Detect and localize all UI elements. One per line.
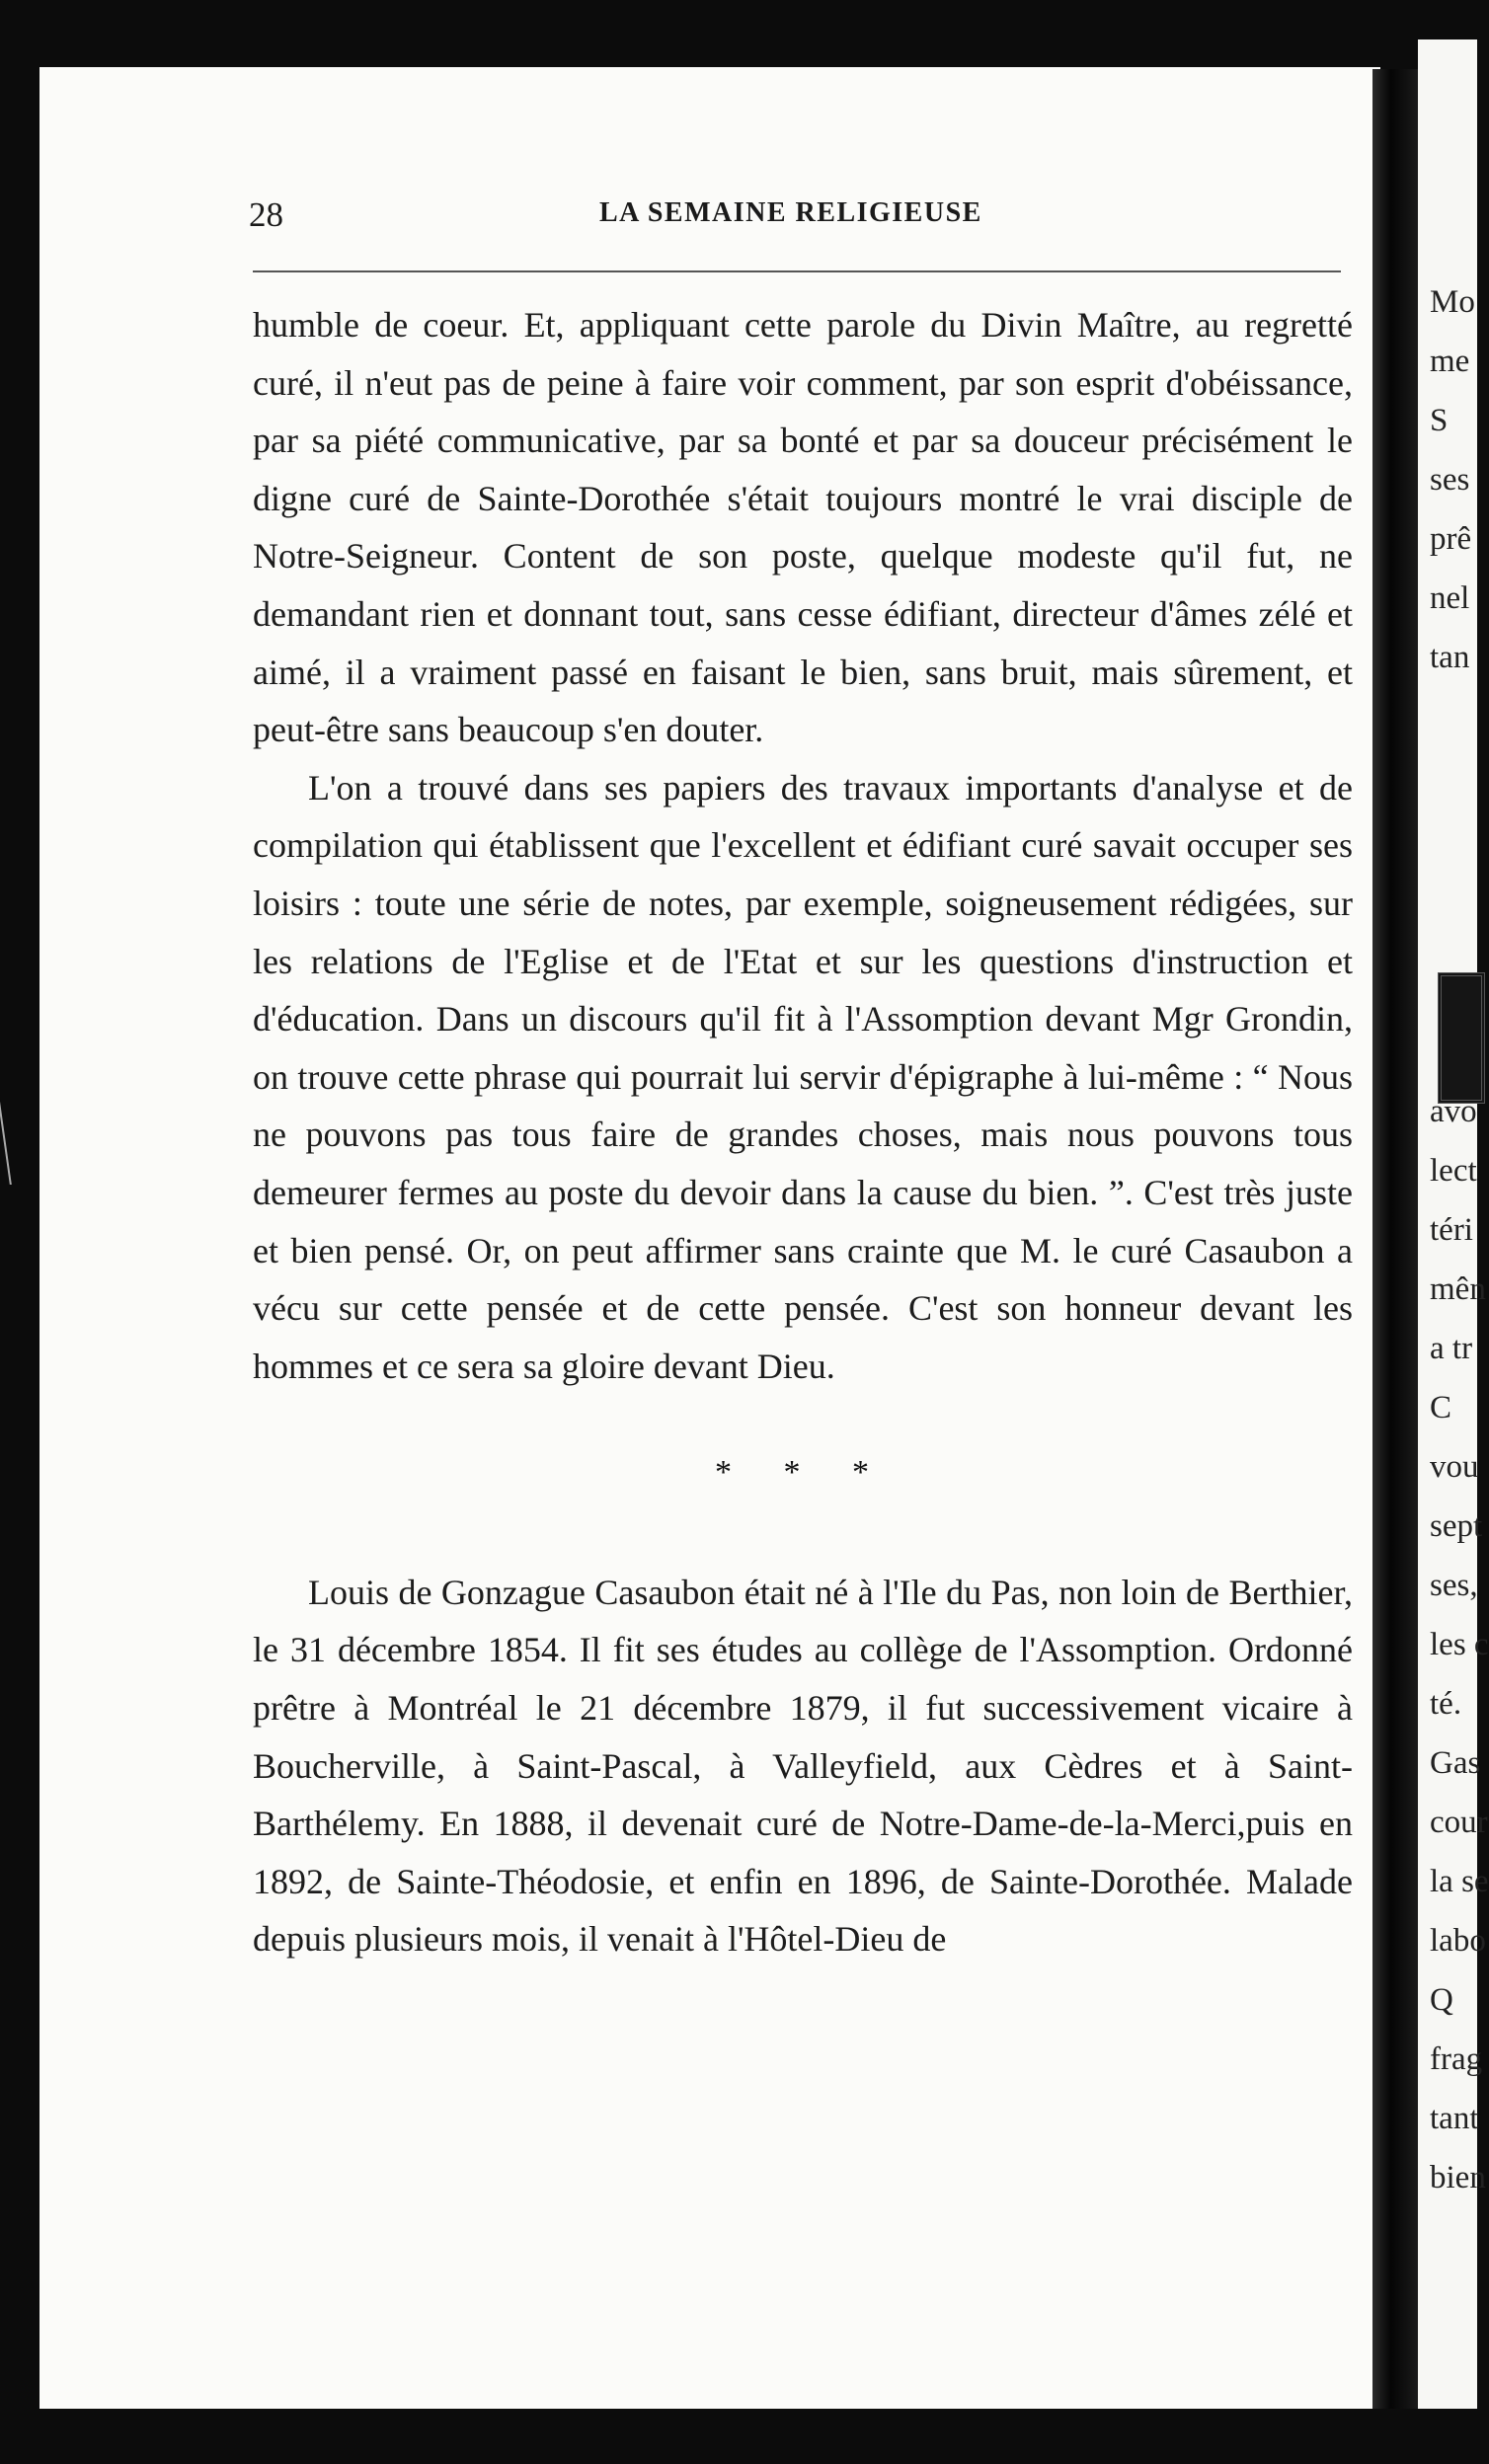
facing-page-fragment: Mo (1430, 284, 1475, 320)
facing-page-fragment: tan (1430, 640, 1470, 675)
facing-page-fragment: frag (1430, 2041, 1483, 2077)
paragraph-2: L'on a trouvé dans ses papiers des travaux importants d'analyse et de compilation qui établissent que l'excellent et édifiant curé savait occuper ses loisirs : toute une série de notes, par exemple, soigneusement rédigées, sur les relations de l'Eglise et de l'Etat et sur les questions d'instruction et d'éducation. Dans un discours qu'il fit à l'Assomption devant Mgr Grondin, on trouve cette phrase qui pourrait lui servir d'épigraphe à lui-même : “ Nous ne pouvons pas tous faire de grandes choses, mais nous pouvons tous demeurer fermes au poste du devoir dans la cause du bien. ”. C'est très juste et bien pensé. Or, on peut affirmer sans crainte que M. le curé Casaubon a vécu sur cette pensée et de cette pensée. C'est son honneur devant les hommes et ce sera sa gloire devant Dieu. (253, 767, 1353, 1386)
facing-page-fragment: sept (1430, 1508, 1483, 1544)
facing-page-fragment: cour (1430, 1805, 1488, 1840)
facing-page-fragment: vou (1430, 1449, 1479, 1485)
facing-page-fragment: C (1430, 1390, 1452, 1425)
facing-page-fragment: Gas (1430, 1745, 1481, 1781)
facing-page-fragment: labo (1430, 1923, 1486, 1959)
body-text (253, 296, 1353, 1968)
facing-page-fragment: les c (1430, 1627, 1489, 1662)
facing-page-fragment: prê (1430, 521, 1472, 557)
drop-cap-ornament (1438, 972, 1485, 1104)
facing-page-fragment: téri (1430, 1212, 1473, 1248)
section-separator: * * * (715, 1454, 891, 1492)
facing-page-fragment: nel (1430, 580, 1470, 616)
page-header (249, 195, 1365, 245)
facing-page-fragment: ses, (1430, 1568, 1478, 1603)
facing-page-fragment: avo (1430, 1094, 1477, 1129)
facing-page-fragment: ses (1430, 462, 1470, 498)
facing-page-fragment: mên (1430, 1271, 1486, 1307)
paragraph-1: humble de coeur. Et, appliquant cette parole du Divin Maître, au regretté curé, il n'eut pas de peine à faire voir comment, par son esprit d'obéissance, par sa piété communicative, par sa bonté et par sa douceur précisément le digne curé de Sainte-Dorothée s'était toujours montré le vrai disciple de Notre-Seigneur. Content de son poste, quelque modeste qu'il fut, ne demandant rien et donnant tout, sans cesse édifiant, directeur d'âmes zélé et aimé, il a vraiment passé en faisant le bien, sans bruit, mais sûrement, et peut-être sans beaucoup s'en douter. (253, 305, 1353, 750)
scan-artifact (0, 1046, 41, 1185)
facing-page-fragment: té. (1430, 1686, 1462, 1722)
facing-page-fragment: tant (1430, 2101, 1479, 2136)
facing-page-fragment: me (1430, 344, 1470, 379)
page-number: 28 (249, 195, 283, 234)
facing-page-fragment: S (1430, 403, 1449, 438)
facing-page-fragment: la se (1430, 1864, 1489, 1899)
facing-page-fragment: Q (1430, 1982, 1453, 2018)
facing-page-fragment: lect (1430, 1153, 1477, 1189)
facing-page-edge (1418, 39, 1489, 2409)
paragraph-3: Louis de Gonzague Casaubon était né à l'Ile du Pas, non loin de Berthier, le 31 décembre 1854. Il fit ses études au collège de l'Assomption. Ordonné prêtre à Montréal le 21 décembre 1879, il fut successivement vicaire à Boucherville, à Saint-Pascal, à Valleyfield, aux Cèdres et à Saint-Barthélemy. En 1888, il devenait curé de Notre-Dame-de-la-Merci,puis en 1892, de Sainte-Théodosie, et enfin en 1896, de Sainte-Dorothée. Malade depuis plusieurs mois, il venait à l'Hôtel-Dieu de (253, 1572, 1353, 1960)
book-gutter (1372, 69, 1418, 2409)
running-title: LA SEMAINE RELIGIEUSE (599, 197, 982, 228)
header-rule (253, 270, 1341, 272)
facing-page-fragment: a tr (1430, 1331, 1473, 1366)
facing-page-fragment: bien (1430, 2160, 1486, 2195)
